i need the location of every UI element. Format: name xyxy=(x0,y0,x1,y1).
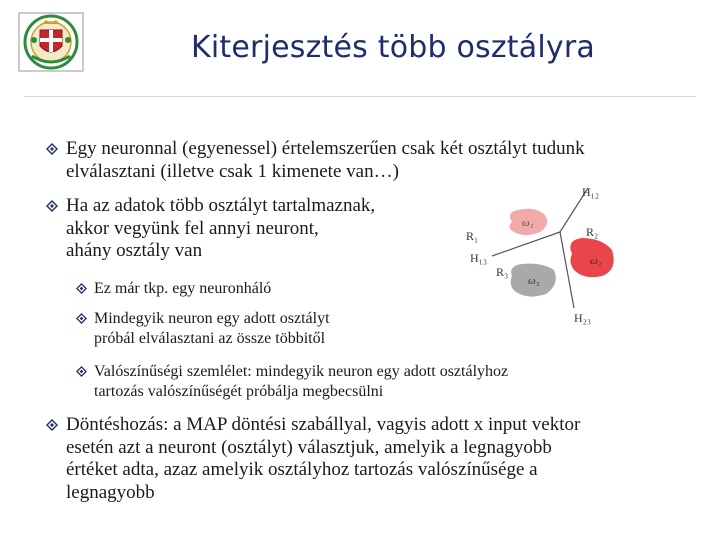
bullet-text-line: legnagyobb xyxy=(66,481,155,503)
label-h13: H₁₃ xyxy=(470,251,488,265)
hollow-diamond-bullet-icon xyxy=(76,366,87,377)
bullet-text-line: Egy neuronnal (egyenessel) értelemszerűen csak két osztályt tudunk xyxy=(66,138,585,159)
bullet-text-line: értéket adta, azaz amelyik osztályhoz tartozás valószínűsége a xyxy=(66,459,538,480)
label-r1: R₁ xyxy=(466,229,479,243)
bullet-text-line: Döntéshozás: a MAP döntési szabállyal, vagyis adott x input vektor xyxy=(66,414,581,435)
label-w1: ω₁ xyxy=(522,217,534,229)
label-h23: H₂₃ xyxy=(574,311,592,325)
label-r2: R₂ xyxy=(586,225,599,239)
sub-bullet-item-2 xyxy=(76,309,456,349)
sub-bullet-item-3 xyxy=(76,362,696,402)
bullet-text-line: ahány osztály van xyxy=(66,240,203,261)
bullet-text-line: Valószínűségi szemlélet: mindegyik neuron egy adott osztályhoz xyxy=(94,363,509,380)
bullet-text-line: akkor vegyünk fel annyi neuront, xyxy=(66,217,319,239)
bullet-text-line: elválasztani (illetve csak 1 kimenete van…) xyxy=(66,160,399,182)
bullet-text-line: Mindegyik neuron egy adott osztályt xyxy=(94,310,330,327)
bullet-text-line: esetén azt a neuront (osztályt) választjuk, amelyik a legnagyobb xyxy=(66,436,552,458)
bullet-item-3 xyxy=(46,414,686,504)
bullet-item-2 xyxy=(46,195,446,263)
decision-regions-diagram xyxy=(462,176,620,326)
bullet-text-line: tartozás valószínűségét próbálja megbecsülni xyxy=(94,383,384,400)
boundary-h13 xyxy=(492,232,560,256)
hollow-diamond-bullet-icon xyxy=(46,419,58,431)
bullet-text-line: Ha az adatok több osztályt tartalmaznak, xyxy=(66,195,376,216)
label-w2: ω₂ xyxy=(590,255,602,267)
slide-title: Kiterjesztés több osztályra xyxy=(191,30,595,65)
label-r3: R₃ xyxy=(496,265,509,279)
bullet-text-line: próbál elválasztani az össze többitől xyxy=(94,330,326,347)
hollow-diamond-bullet-icon xyxy=(46,143,58,155)
label-h12: H₁₂ xyxy=(582,185,600,199)
label-w3: ω₃ xyxy=(528,275,540,287)
hollow-diamond-bullet-icon xyxy=(46,200,58,212)
sub-bullet-item-1 xyxy=(76,279,456,299)
bullet-text-line: Ez már tkp. egy neuronháló xyxy=(94,280,272,297)
hollow-diamond-bullet-icon xyxy=(76,283,87,294)
hollow-diamond-bullet-icon xyxy=(76,313,87,324)
